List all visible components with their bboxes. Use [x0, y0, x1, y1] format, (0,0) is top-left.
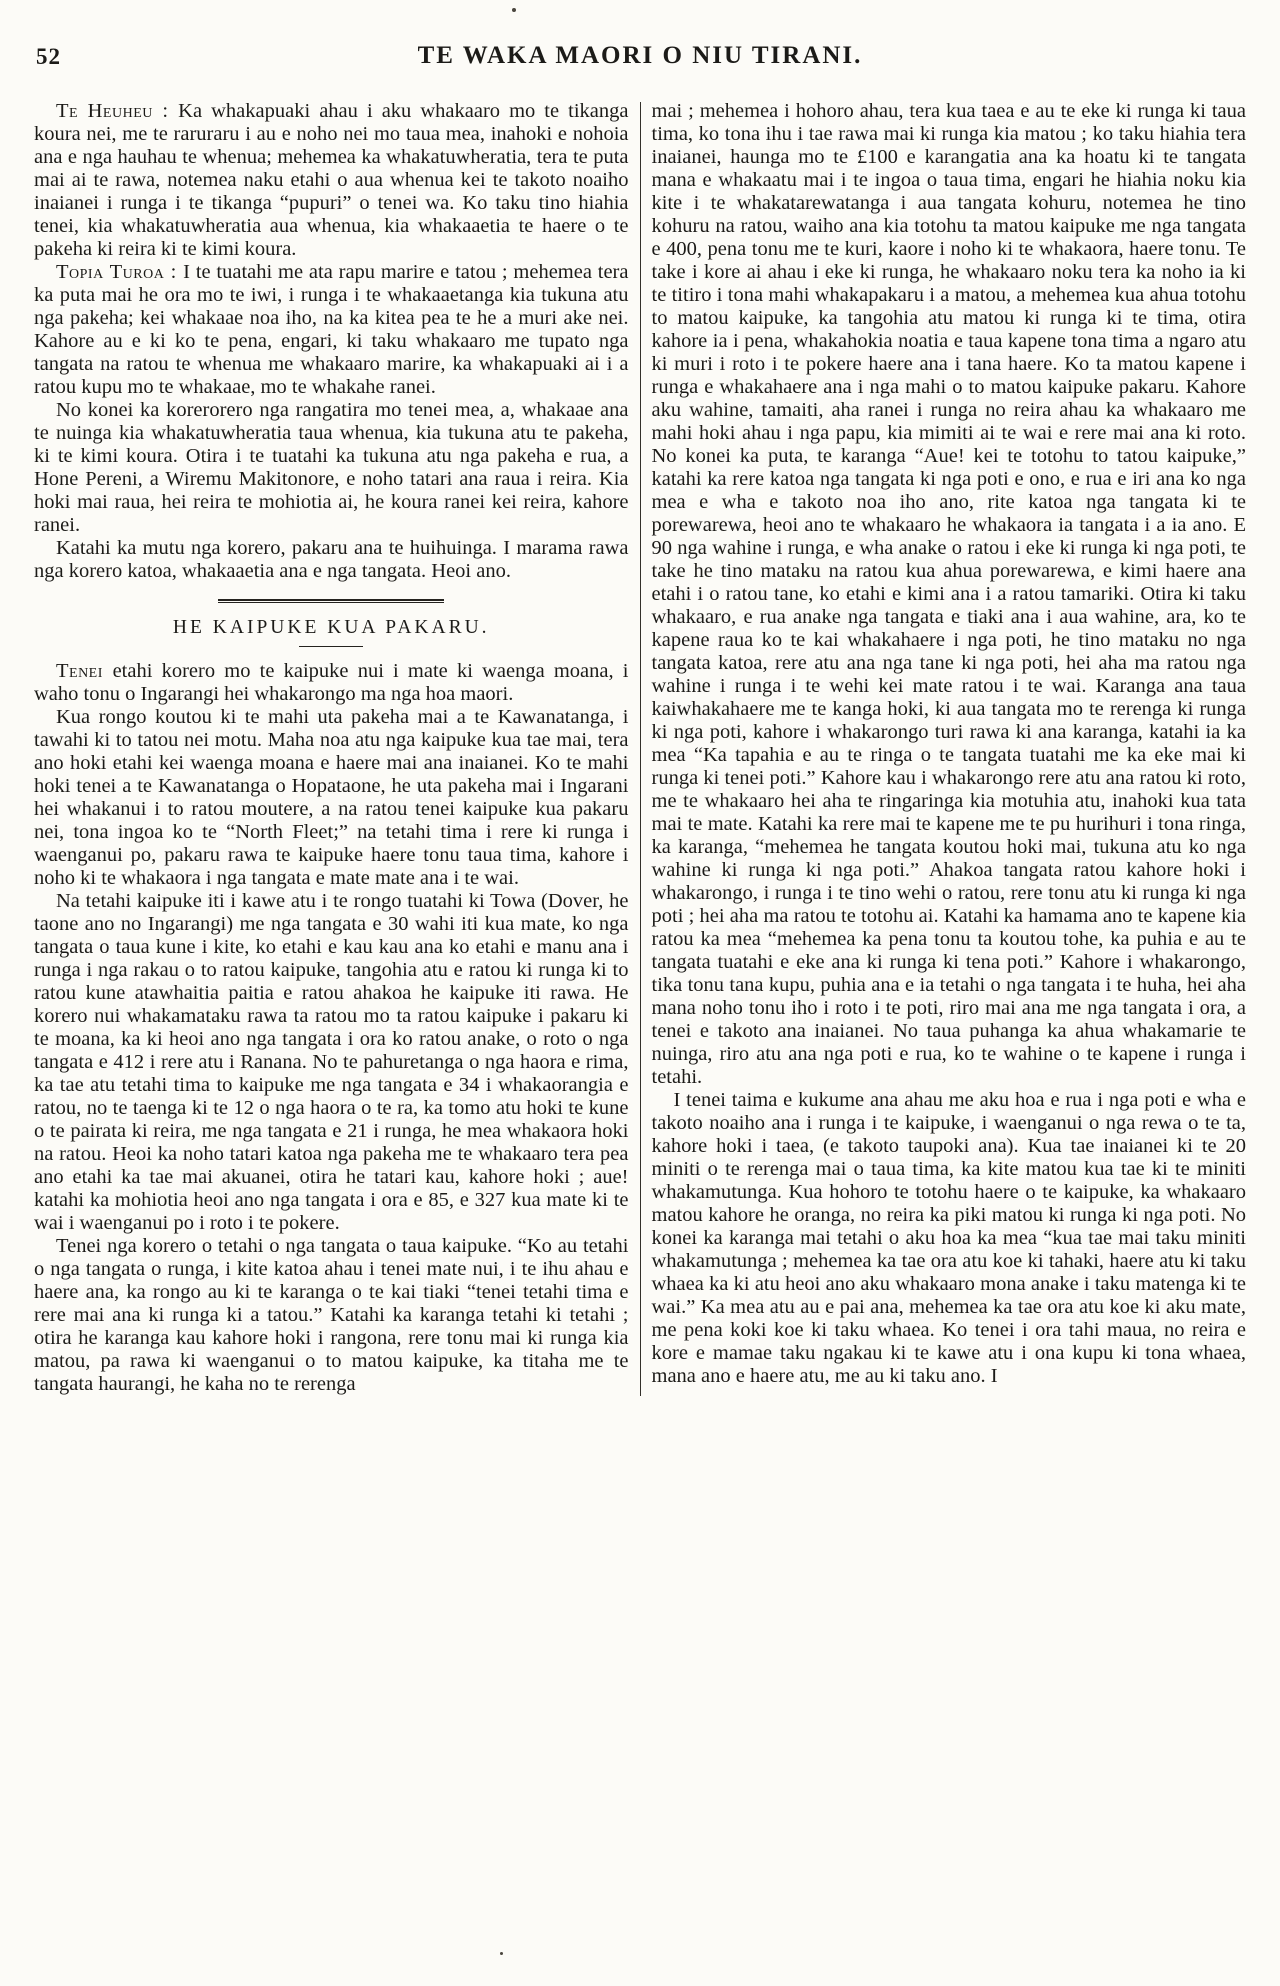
column-layout	[34, 100, 1246, 1396]
page-number: 52	[36, 44, 61, 69]
right-column	[652, 100, 1247, 1396]
paragraph-text: Tenei nga korero o tetahi o nga tangata o taua kaipuke. “Ko au tetahi o nga tangata o runga, i kite katoa ahau i tenei mate nui, i te ihu ahau e haere ana, ka rongo au ki te karanga o te kai tiaki “tenei tetahi tima e rere mai ana ki runga ki a tatou.” Katahi ka karanga tetahi ki tetahi ; otira he karanga kau kahore hoki i rangona, rere tonu mai ki runga kia matou, pa rawa ki waenganui o to matou kaipuke, ka titaha me te tangata haurangi, he kaha no te rerenga	[34, 1235, 629, 1395]
paragraph	[34, 1235, 629, 1396]
article-heading-rule	[299, 646, 363, 647]
paragraph	[34, 399, 629, 537]
column-divider	[640, 102, 641, 1396]
paragraph	[34, 706, 629, 890]
left-column	[34, 100, 629, 1396]
paragraph	[34, 261, 629, 399]
paragraph-text: mai ; mehemea i hohoro ahau, tera kua taea e au te eke ki runga ki taua tima, ko tona ihu i tae rawa mai ki runga kia matou ; ko taku hiahia tera inaianei, haunga mo te £100 e karangatia ana ka hoatu ki te tangata mana e whakaatu mai i te ingoa o taua tima, engari he hiahia noku kia kite i te whakatarewatanga i aua tangata kohuru, notemea he tino kohuru na ratou, waiho ana kia totohu ta matou kaipuke me nga tangata e 400, pena tonu me te kuri, kaore i noho ki te whakaora, haere tonu. Te take i kore ai ahau i eke ki runga, he whakaaro noku tera ka noho ia ki te titiro i tona mahi whakapakaru i a matou, a mehemea kua ahua totohu to matou kaipuke, ka tangohia atu matou ki runga ki te tima, otira kahore ia i pena, whakahokia noatia e taua kapene tona tima a ngaro atu ki muri i roto i te pokere haere ana i tana haere. Ko ta matou kapene i runga e whakahaere ana i nga mahi o to matou kaipuke pakaru. Kahore aku wahine, tamaiti, aha ranei i runga no reira ahau ka whakaaro me mahi hoki ahau i nga papu, kia mimiti ai te wai e rere mai ana ki roto. No konei ka puta, te karanga “Aue! kei te totohu to tatou kaipuke,” katahi ka rere katoa nga tangata ki nga poti e ono, e rua e iri ana ko nga mea e wha e takoto noa iho ano, rite katoa nga tangata ki te porewarewa, heoi ano te whakaaro he whakaora ia tangata i a ia ano. E 90 nga wahine i runga, e wha anake o ratou i eke ki runga ki nga poti, te take he tino mataku na ratou kua ahua porewarewa, e kimi haere ana etahi i o ratou tane, ko etahi e kimi ana i a ratou tamariki. Otira ki taku whakaaro, e rua anake nga tangata e tiaki ana i aua wahine, ara, ko te kapene raua ko te kai whakahaere i nga poti, he tino mataku no nga tangata katoa, rere atu ana nga tane ki nga poti, hei aha ma ratou nga wahine i runga i te wehi kei mate ratou i te wai. Karanga ana taua kaiwhakahaere me te kanga hoki, ki aua tangata mo te rerenga ki runga ki nga poti, kahore i whakarongo turi rawa ki ana karanga, katahi ia ka mea “Ka tapahia e au te ringa o te tangata tuatahi me ka eke mai ki runga ki tenei poti.” Kahore kau i whakarongo rere atu ana ratou ki roto, me te whakaaro hei aha te ringaringa kia motuhia atu, inahoki kua tata mai te mate. Katahi ka rere mai te kapene me te pu hurihuri i tona ringa, ka karanga, “mehemea he tangata koutou hoki mai, tukuna atu ko nga wahine ki runga ki nga poti.” Ahakoa tangata ratou kahore hoki i whakarongo, i runga i te tino wehi o ratou, rere tonu atu ki runga ki nga poti ; hei aha ma ratou te totohu ai. Katahi ka hamama ano te kapene kia ratou ka mea “mehemea ka pena tonu ta koutou tohe, ka puhia e au te tangata tuatahi e eke ana ki runga ki tena poti.” Kahore i whakarongo, tika tonu tana kupu, puhia ana e ia tetahi o nga tangata i te huha, hei aha mana noho tonu iho i roto i te poti, riro mai ana me nga tangata i ora, a tenei e takoto ana inaianei. No taua puhanga ka ahua whakamarie te nuinga, riro atu ana nga poti e rua, ko te wahine o te kapene i runga i tetahi.	[651, 100, 1246, 1088]
speaker-name: Te Heuheu :	[56, 100, 179, 122]
paragraph-text: etahi korero mo te kaipuke nui i mate ki waenga moana, i waho tonu o Ingarangi hei whakarongo ma nga hoa maori.	[34, 660, 629, 705]
scan-speck	[500, 1952, 503, 1955]
paragraph	[34, 660, 629, 706]
paragraph-text: I te tuatahi me ata rapu marire e tatou ; mehemea tera ka puta mai he ora mo te iwi, i runga i te whakaaetanga kia tukuna atu nga pakeha; kei whakaae noa iho, na ka kitea pea te he a muri ake nei. Kahore au e ki ko te pena, engari, ki taku whakaaro me tupato nga tangata na ratou te whenua me whakaaro marire, ka whakapuaki ai i a ratou kupu mo te whakaae, mo te whakahe ranei.	[34, 261, 629, 398]
paragraph	[652, 100, 1247, 1089]
paragraph-text: Ka whakapuaki ahau i aku whakaaro mo te tikanga koura nei, me te raruraru i au e noho nei mo taua mea, inahoki e nohoia ana e nga hauhau te whenua; mehemea ka whakatuwheratia, tera te puta mai ai te rawa, notemea naku etahi o aua whenua kei te takoto noaiho inaianei i runga i te tikanga “pupuri” o tenei wa. Ko taku tino hiahia tenei, kia whakatuwheratia aua whenua, kia whakaaetia te haere o te pakeha ki reira ki te kimi koura.	[34, 100, 629, 260]
paper-title: TE WAKA MAORI O NIU TIRANI.	[417, 42, 863, 69]
masthead	[34, 42, 1246, 76]
paragraph	[652, 1089, 1247, 1388]
speaker-name: Topia Turoa :	[56, 261, 184, 283]
paragraph-text: Kua rongo koutou ki te mahi uta pakeha mai a te Kawanatanga, i tawahi ki to tatou nei motu. Maha noa atu nga kaipuke kua tae mai, tera ano hoki etahi kei waenga moana e haere mai ana inaianei. Ko te mahi hoki tenei a te Kawanatanga o Hopataone, he uta pakeha mai i Ingarani hei whakanui i to ratou moutere, a na ratou tenei kaipuke kua pakaru nei, tona ingoa ko te “North Fleet;” na tetahi tima i rere ki runga i waenganui po, pakaru rawa te kaipuke haere tonu taua tima, kahore i noho ki te whakaora i nga tangata e mate mate ana i te wai.	[34, 706, 629, 889]
article-heading: HE KAIPUKE KUA PAKARU.	[172, 617, 490, 638]
paragraph	[34, 100, 629, 261]
paragraph	[34, 537, 629, 583]
scan-speck	[512, 8, 516, 12]
lead-word: Tenei	[56, 660, 113, 682]
section-divider-rule	[218, 599, 444, 603]
paragraph-text: I tenei taima e kukume ana ahau me aku hoa e rua i nga poti e wha e takoto noaiho ana i runga i te kaipuke, i waenganui o nga rewa o te ta, kahore hoki i taea, (e takoto taupoki ana). Kua tae inaianei ki te 20 miniti o te rerenga mai o taua tima, ka kite matou kua tae ki te miniti whakamutunga. Kua hohoro te totohu haere o te kaipuke, ka whakaaro matou kahore he oranga, no reira ka piki matou ki runga ki nga poti. No konei ka karanga mai tetahi o aku hoa ka mea “kua tae mai taku miniti whakamutunga ; mehemea ka tae ora atu koe ki tahaki, haere atu ki taku whaea ka ki atu heoi ano aku whakaaro mona anake i taku matenga ki te wai.” Ka mea atu au e pai ana, mehemea ka tae ora atu koe ki aku mate, me pena koki koe ki taku whaea. Ko tenei i ora tahi maua, no reira e kore e mamae taku ngakau ki te kawe atu i ona kupu ki tona whaea, mana ano e haere atu, me au ki taku ano. I	[651, 1089, 1246, 1387]
paragraph	[34, 890, 629, 1235]
paragraph-text: Katahi ka mutu nga korero, pakaru ana te huihuinga. I marama rawa nga korero katoa, whakaaetia ana e nga tangata. Heoi ano.	[34, 537, 629, 582]
paragraph-text: No konei ka korerorero nga rangatira mo tenei mea, a, whakaae ana te nuinga kia whakatuwheratia taua whenua, kia tukuna atu te pakeha, ki te kimi koura. Otira i te tuatahi ka tukuna atu nga pakeha e rua, a Hone Pereni, a Wiremu Makitonore, e noho tatari ana raua i reira. Kia hoki mai raua, hei reira te mohiotia ai, he koura ranei kei reira, kahore ranei.	[34, 399, 629, 536]
paragraph-text: Na tetahi kaipuke iti i kawe atu i te rongo tuatahi ki Towa (Dover, he taone ano no Ingarangi) me nga tangata e 30 wahi iti kua mate, ko nga tangata o taua kune i kite, ko etahi e kau kau ana ko etahi e manu ana i runga i nga rakau o to ratou kaipuke, tangohia atu e ratou ki runga ki to ratou kune atawhaitia paitia e ratou ahakoa he kaipuke iti rawa. He korero nui whakamataku rawa ta ratou mo ta ratou kaipuke i pakaru ki te moana, ka ki heoi ano nga tangata i ora ko ratou anake, o roto o nga tangata e 412 i rere atu i Ranana. No te pahuretanga o nga haora e rima, ka tae atu tetahi tima to kaipuke me nga tangata e 34 i whakaorangia e ratou, no te taenga ki te 12 o nga haora o te ra, ka tomo atu hoki te kune o te pairata ki reira, me nga tangata e 21 i runga, he mea whakaora hoki na ratou. Heoi ka noho tatari katoa nga pakeha me te whakaaro tera pea ano etahi ka tae mai akuanei, otira he tatari kau, kahore hoki ; aue! katahi ka mohiotia heoi ano nga tangata i ora e 85, e 327 kua mate ki te wai i waenganui po i roto i te pokere.	[34, 890, 629, 1234]
